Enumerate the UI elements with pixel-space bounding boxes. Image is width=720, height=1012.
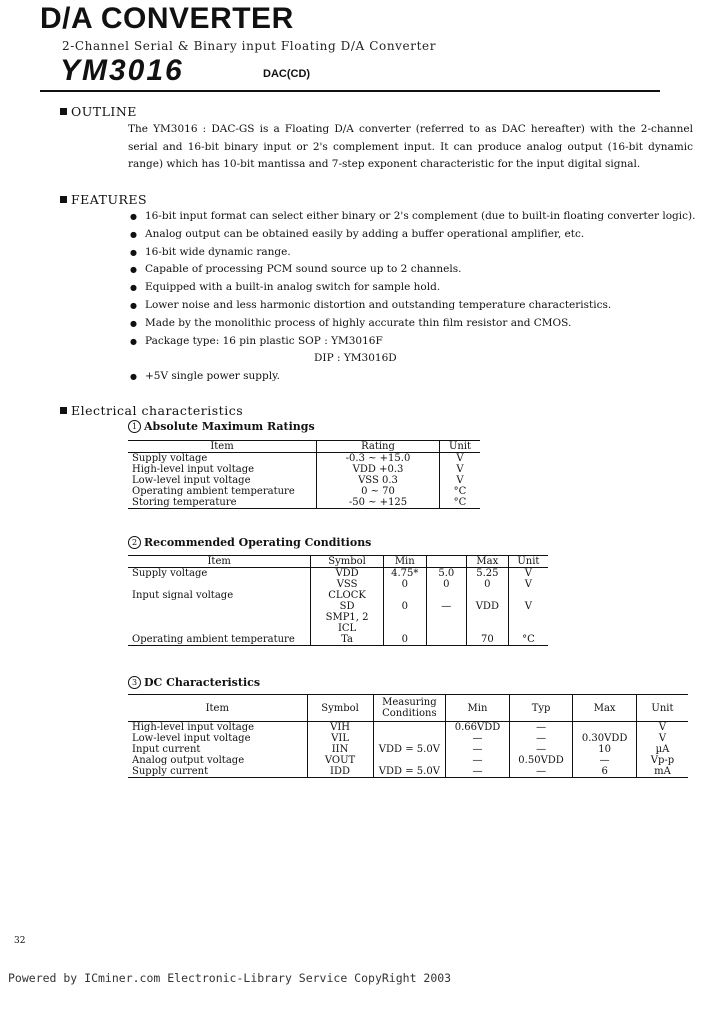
table-cell [128,579,311,590]
electrical-heading [60,403,243,418]
table-cell: — [509,722,573,734]
table-cell [466,623,508,634]
features-heading [60,192,147,207]
table-cell [128,623,311,634]
table-cell: 0 [426,579,466,590]
header-rule [40,90,660,92]
table-cell: Storing temperature [128,497,317,509]
table-cell: 0 [383,634,426,646]
feature-item: ● 16-bit input format can select either binary or 2's complement (due to built-in floating converter logic). [128,208,698,226]
table-cell [383,612,426,623]
abs-max-table [128,440,480,509]
table-cell [508,623,548,634]
table-cell: Vp-p [636,755,688,766]
table-cell: °C [440,486,481,497]
table-row [128,623,548,634]
table-cell: High-level input voltage [132,722,255,733]
feature-item: ● Package type: 16 pin plastic SOP : YM3016F [128,333,698,351]
table-cell: Ta [311,634,383,646]
outline-heading [60,104,137,119]
table-cell: VDD +0.3 [317,464,440,475]
table-row [128,766,688,778]
abs-max-title [128,420,315,433]
table-header: Unit [636,695,688,722]
table-cell: 70 [466,634,508,646]
table-cell: 0.30VDD [573,733,637,744]
table-cell [426,590,466,601]
table-cell: VDD = 5.0V [373,744,446,755]
table-cell: Low-level input voltage [132,475,251,486]
dc-title [128,676,260,689]
table-row [128,744,688,755]
table-header-row [128,441,480,453]
table-cell: Supply current [128,766,307,778]
table-cell: — [446,733,510,744]
footer-text: Powered by ICminer.com Electronic-Library Service CopyRight 2003 [8,971,452,985]
abs-max-title-text: Absolute Maximum Ratings [144,420,315,433]
table-cell: 6 [573,766,637,778]
table-cell: SMP1, 2 [311,612,383,623]
table-cell: — [446,766,510,778]
table-cell: -50 ~ +125 [317,497,440,509]
rec-op-title [128,536,371,549]
table-cell: ICL [311,623,383,634]
table-cell: SD [311,601,383,612]
table-header: Measuring Conditions [373,695,446,722]
table-header: Item [128,441,317,453]
table-cell [426,612,466,623]
table-cell [508,612,548,623]
table-cell: Input signal voltage [132,590,234,601]
table-cell [508,590,548,601]
feature-item: ● Made by the monolithic process of highly accurate thin film resistor and CMOS. [128,315,698,333]
table-cell: Supply voltage [132,453,208,464]
table-cell: 10 [573,744,637,755]
table-cell [426,623,466,634]
table-cell: V [440,453,481,465]
table-cell: Supply voltage [132,568,208,579]
table-row [128,497,480,509]
table-cell: VSS [311,579,383,590]
square-bullet-icon [60,108,67,115]
doc-subtitle: 2-Channel Serial & Binary input Floating D/A Converter [62,39,437,53]
table-row [128,612,548,623]
table-cell: °C [508,634,548,646]
table-cell: 0.66VDD [446,722,510,734]
feature-item: ● Analog output can be obtained easily by adding a buffer operational amplifier, etc. [128,226,698,244]
table-cell [466,612,508,623]
model-number: YM3016 [60,54,184,87]
feature-item: ● Lower noise and less harmonic distortion and outstanding temperature characteristics. [128,297,698,315]
table-cell: 0 [383,579,426,590]
electrical-heading-text: Electrical characteristics [71,403,244,418]
table-cell: Operating ambient temperature [132,486,295,497]
table-cell: VOUT [307,755,373,766]
dc-title-text: DC Characteristics [144,676,261,689]
table-cell: °C [440,497,481,509]
features-heading-text: FEATURES [71,192,148,207]
table-cell: V [636,722,688,734]
table-cell: 0.50VDD [509,755,573,766]
table-cell: 0 [383,601,426,612]
table-cell: VIL [307,733,373,744]
doc-title: D/A CONVERTER [40,2,294,35]
table-cell: 5.25 [466,568,508,580]
feature-item: ● Equipped with a built-in analog switch for sample hold. [128,279,698,297]
outline-heading-text: OUTLINE [71,104,137,119]
table-cell: VDD = 5.0V [373,766,446,778]
table-header: Min [446,695,510,722]
table-cell: V [636,733,688,744]
table-header [426,556,466,568]
table-row [128,579,548,590]
table-cell: mA [636,766,688,778]
table-row [128,634,548,646]
table-cell: Operating ambient temperature [128,634,311,646]
table-cell: µA [636,744,688,755]
circled-number: 3 [128,676,141,689]
table-cell [373,755,446,766]
circled-number: 1 [128,420,141,433]
table-cell: Input current [132,744,201,755]
table-header-row [128,556,548,568]
square-bullet-icon [60,196,67,203]
table-cell: Low-level input voltage [132,733,251,744]
table-cell [383,623,426,634]
table-cell: — [509,733,573,744]
page-number: 32 [14,936,26,946]
table-cell: IDD [307,766,373,778]
table-header: Unit [508,556,548,568]
table-row [128,722,688,734]
table-cell: V [440,475,481,486]
table-row [128,486,480,497]
model-suffix: DAC(CD) [263,68,311,80]
table-cell [373,722,446,734]
table-cell: 5.0 [426,568,466,580]
table-cell: V [440,464,481,475]
dc-table [128,694,688,778]
table-cell [373,733,446,744]
table-cell: IIN [307,744,373,755]
table-row [128,601,548,612]
table-cell: V [508,601,548,612]
table-header: Min [383,556,426,568]
table-cell: 4.75* [383,568,426,580]
table-cell: — [446,744,510,755]
table-header: Symbol [307,695,373,722]
table-cell: VDD [466,601,508,612]
table-cell [383,590,426,601]
table-cell: VDD [311,568,383,580]
table-header: Max [573,695,637,722]
table-cell: 0 ~ 70 [317,486,440,497]
table-header: Symbol [311,556,383,568]
rec-op-title-text: Recommended Operating Conditions [144,536,372,549]
table-row [128,475,480,486]
features-list [128,208,698,386]
table-header: Max [466,556,508,568]
outline-paragraph: The YM3016 : DAC-GS is a Floating D/A converter (referred to as DAC hereafter) with the 2-channel serial and 16-bit binary input or 2's complement input. It can produce analog output (16-bit dynamic range) which has 10-bit mantissa and 7-step exponent characteristic for the input digital signal. [128,123,693,170]
feature-item: ● +5V single power supply. [128,368,698,386]
table-row [128,464,480,475]
table-header-row [128,695,688,722]
table-cell: -0.3 ~ +15.0 [317,453,440,465]
table-cell [128,601,311,612]
feature-item: ● Capable of processing PCM sound source up to 2 channels. [128,261,698,279]
table-cell: High-level input voltage [132,464,255,475]
table-cell: V [508,568,548,580]
feature-item-dip: DIP : YM3016D [314,352,397,365]
table-cell: Analog output voltage [132,755,245,766]
rec-op-table [128,555,548,646]
table-cell: — [446,755,510,766]
table-cell [573,722,637,734]
table-header: Item [128,556,311,568]
table-cell: — [573,755,637,766]
table-cell: — [426,601,466,612]
table-cell: VSS 0.3 [317,475,440,486]
table-row [128,590,548,601]
table-cell [466,590,508,601]
square-bullet-icon [60,407,67,414]
table-header: Rating [317,441,440,453]
table-row [128,453,480,465]
table-header: Typ [509,695,573,722]
table-cell: — [509,766,573,778]
table-cell [128,612,311,623]
table-cell: CLOCK [311,590,383,601]
table-cell [426,634,466,646]
table-cell: VIH [307,722,373,734]
circled-number: 2 [128,536,141,549]
table-cell: V [508,579,548,590]
table-header: Item [128,695,307,722]
table-row [128,755,688,766]
table-header: Unit [440,441,481,453]
table-row [128,568,548,580]
table-row [128,733,688,744]
feature-item: ● 16-bit wide dynamic range. [128,244,698,262]
table-cell: 0 [466,579,508,590]
table-cell: — [509,744,573,755]
